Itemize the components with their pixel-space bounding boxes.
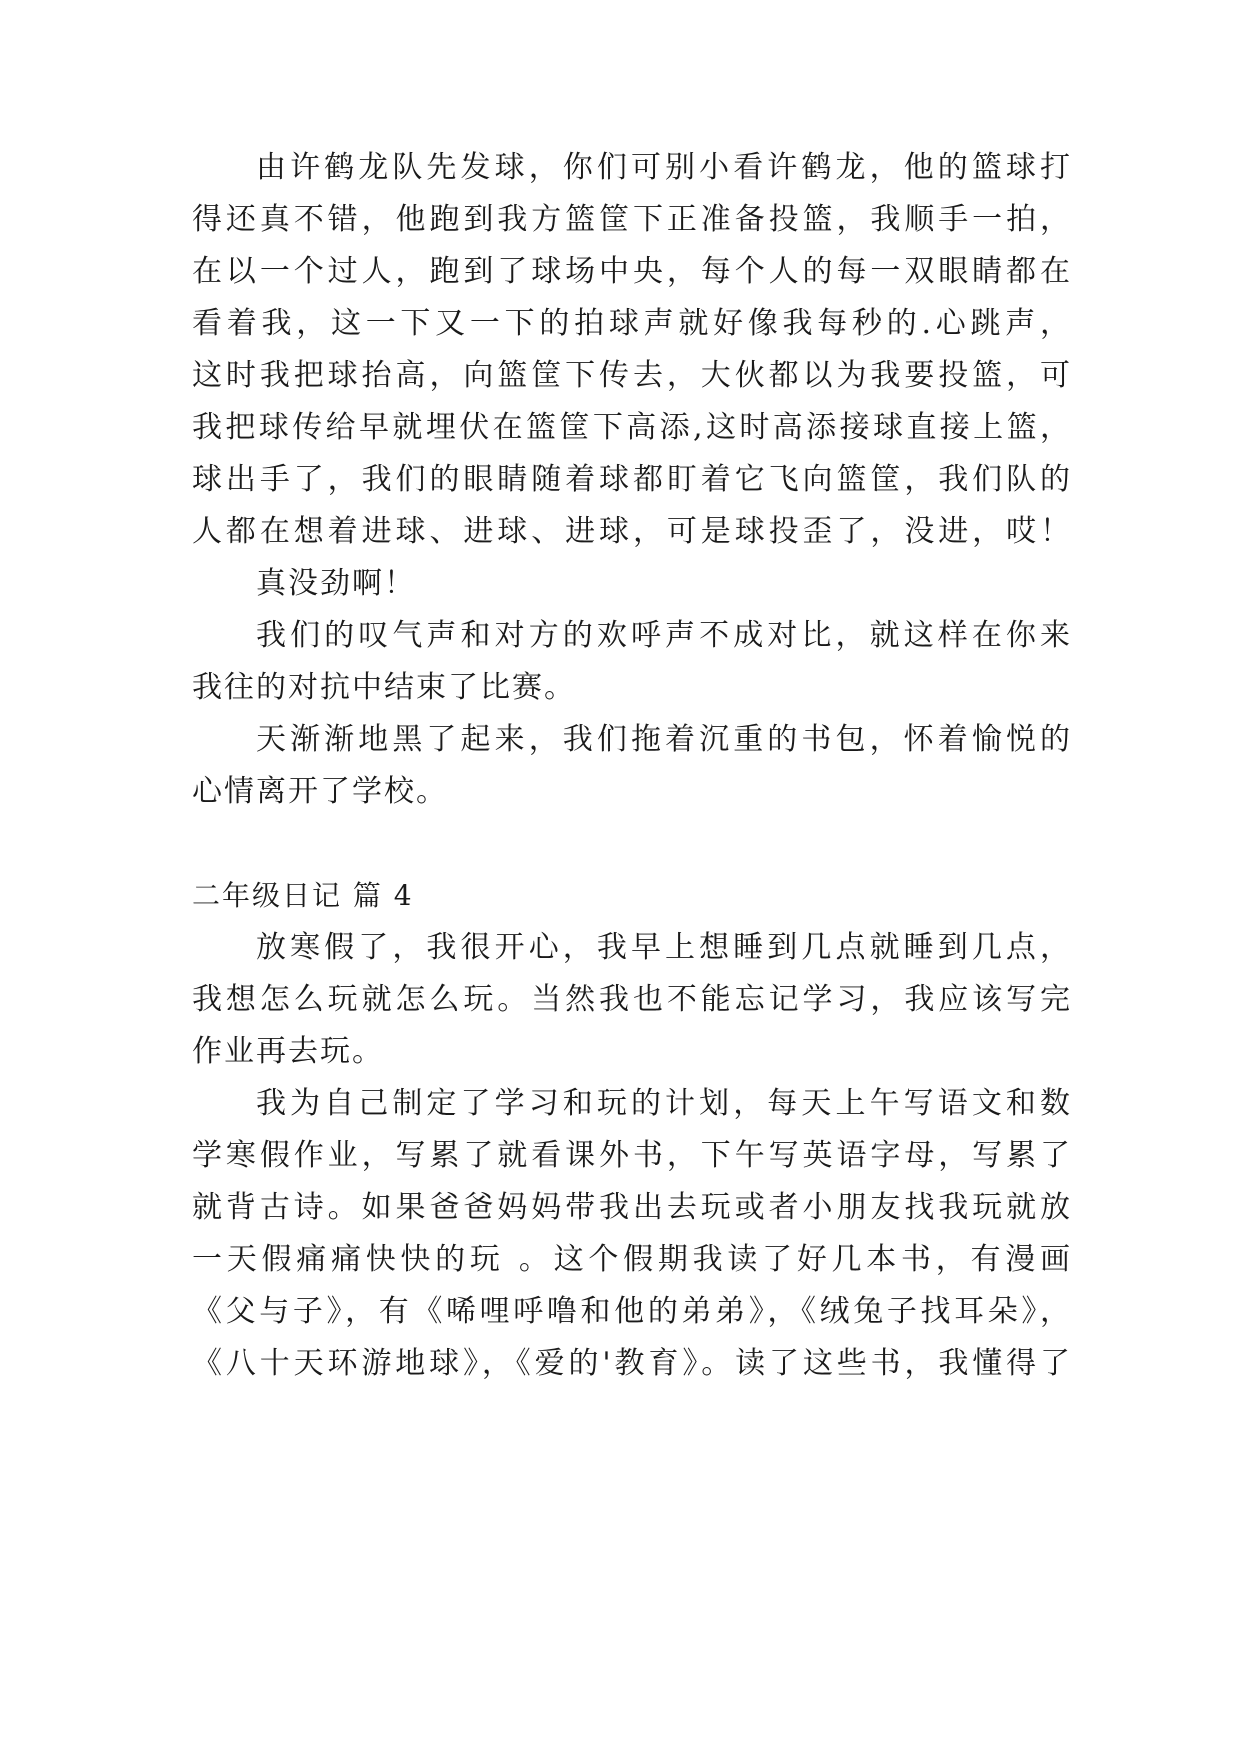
text-line: 天渐渐地黑了起来，我们拖着沉重的书包，怀着愉悦的 [256,722,1072,757]
text-line: 《八十天环游地球》，《爱的'教育》。读了这些书，我懂得了 [192,1346,1072,1381]
text-line: 看着我，这一下又一下的拍球声就好像我每秒的.心跳声， [192,306,1072,341]
text-line: 人都在想着进球、进球、进球，可是球投歪了，没进，哎！ [192,514,1072,549]
text-line: 得还真不错，他跑到我方篮筐下正准备投篮，我顺手一拍， [192,202,1072,237]
text-line: 我把球传给早就埋伏在篮筐下高添,这时高添接球直接上篮， [192,410,1072,445]
text-line: 放寒假了，我很开心，我早上想睡到几点就睡到几点， [256,930,1072,965]
text-line: 这时我把球抬高，向篮筐下传去，大伙都以为我要投篮，可 [192,358,1072,393]
text-line: 我往的对抗中结束了比赛。 [192,670,576,705]
text-line: 我们的叹气声和对方的欢呼声不成对比，就这样在你来 [256,618,1072,653]
text-line: 一天假痛痛快快的玩 。这个假期我读了好几本书，有漫画 [192,1242,1072,1277]
text-line: 在以一个过人，跑到了球场中央，每个人的每一双眼睛都在 [192,254,1072,289]
text-line: 球出手了，我们的眼睛随着球都盯着它飞向篮筐，我们队的 [192,462,1072,497]
text-line: 心情离开了学校。 [192,774,448,809]
text-line: 我想怎么玩就怎么玩。当然我也不能忘记学习，我应该写完 [192,982,1072,1017]
text-line: 作业再去玩。 [192,1034,384,1069]
text-line: 就背古诗。如果爸爸妈妈带我出去玩或者小朋友找我玩就放 [192,1190,1072,1225]
text-line: 我为自己制定了学习和玩的计划，每天上午写语文和数 [256,1086,1072,1121]
text-line: 学寒假作业，写累了就看课外书，下午写英语字母，写累了 [192,1138,1072,1173]
section-heading: 二年级日记 篇 4 [192,879,414,912]
text-line: 真没劲啊！ [256,566,416,601]
text-line: 《父与子》，有《唏哩呼噜和他的弟弟》，《绒兔子找耳朵》， [192,1294,1072,1329]
text-line: 由许鹤龙队先发球，你们可别小看许鹤龙，他的篮球打 [256,150,1072,185]
